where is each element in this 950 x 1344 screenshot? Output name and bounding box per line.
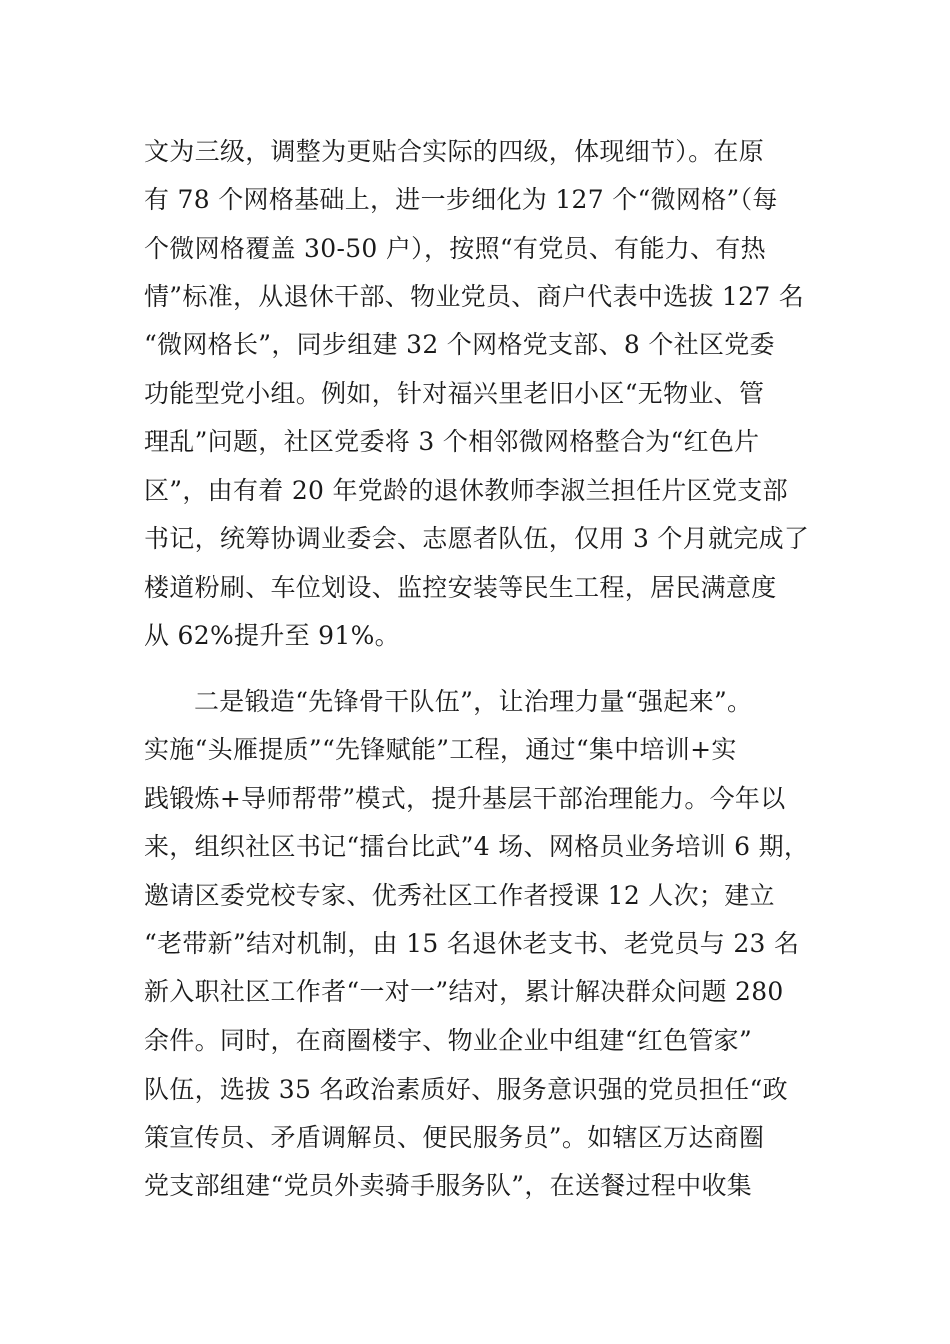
text-line: 队伍，选拔 35 名政治素质好、服务意识强的党员担任“政 [144, 1075, 788, 1104]
text-line: “老带新”结对机制，由 15 名退休老支书、老党员与 23 名 [144, 929, 800, 958]
text-line: 党支部组建“党员外卖骑手服务队”，在送餐过程中收集 [144, 1171, 753, 1200]
text-line: 新入职社区工作者“一对一”结对，累计解决群众问题 280 [144, 977, 784, 1006]
text-line: 余件。同时，在商圈楼宇、物业企业中组建“红色管家” [144, 1026, 753, 1055]
text-line: 从 62%提升至 91%。 [144, 621, 400, 650]
text-line: 书记，统筹协调业委会、志愿者队伍，仅用 3 个月就完成了 [144, 524, 810, 553]
text-line: 文为三级，调整为更贴合实际的四级，体现细节）。在原 [144, 137, 765, 166]
text-line: “微网格长”，同步组建 32 个网格党支部、8 个社区党委 [144, 330, 775, 359]
text-line: 情”标准，从退休干部、物业党员、商户代表中选拔 127 名 [144, 282, 805, 311]
text-line: 区”，由有着 20 年党龄的退休教师李淑兰担任片区党支部 [144, 476, 788, 505]
text-line: 来，组织社区书记“擂台比武”4 场、网格员业务培训 6 期， [144, 832, 810, 861]
paragraph-heading-line: 二是锻造“先锋骨干队伍”，让治理力量“强起来”。 [194, 687, 753, 716]
text-line: 实施“头雁提质”“先锋赋能”工程，通过“集中培训+实 [144, 735, 737, 764]
text-line: 个微网格覆盖 30-50 户），按照“有党员、有能力、有热 [144, 234, 766, 263]
text-line: 有 78 个网格基础上，进一步细化为 127 个“微网格”（每 [144, 185, 778, 214]
text-line: 践锻炼+导师帮带”模式，提升基层干部治理能力。今年以 [144, 784, 786, 813]
text-line: 策宣传员、矛盾调解员、便民服务员”。如辖区万达商圈 [144, 1123, 765, 1152]
text-line: 理乱”问题，社区党委将 3 个相邻微网格整合为“红色片 [144, 427, 760, 456]
text-line: 功能型党小组。例如，针对福兴里老旧小区“无物业、管 [144, 379, 765, 408]
text-line: 楼道粉刷、车位划设、监控安装等民生工程，居民满意度 [144, 573, 777, 602]
text-line: 邀请区委党校专家、优秀社区工作者授课 12 人次；建立 [144, 881, 775, 910]
